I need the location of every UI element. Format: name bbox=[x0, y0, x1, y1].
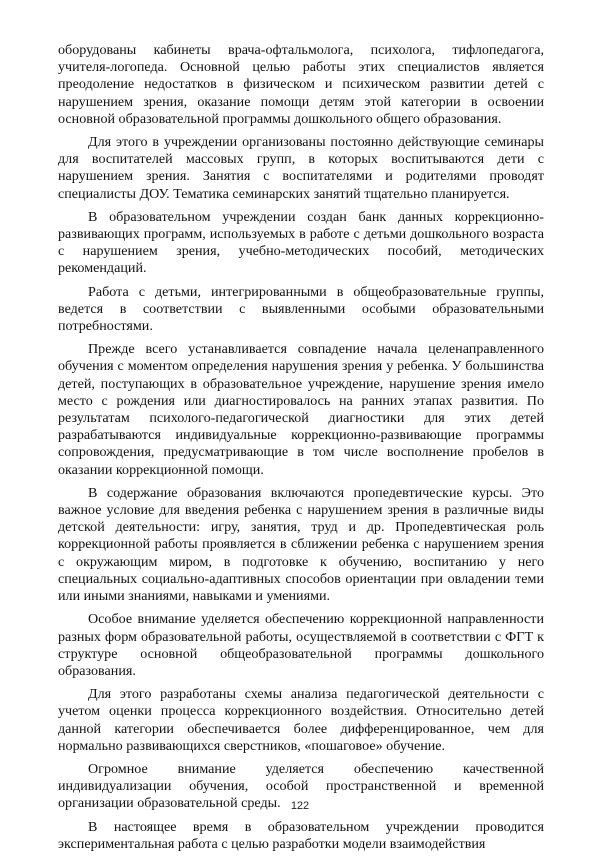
paragraph-3: В образовательном учреждении создан банк данных коррекционно-развивающих программ, используемых в работе с детьми дошкольного возраста с нарушением зрения, учебно-методических пособий, методических рекомендаций. bbox=[58, 208, 544, 277]
paragraph-10: В настоящее время в образовательном учреждении проводится экспериментальная работа с целью разработки модели взаимодействия bbox=[58, 818, 544, 852]
paragraph-6: В содержание образования включаются пропедевтические курсы. Это важное условие для введения ребенка с нарушением зрения в различные виды детской деятельности: игру, занятия, труд и др. Пропедевтическая роль коррекционной работы проявляется в сближении ребенка с нарушением зрения с окружающим миром, в подготовке к обучению, воспитанию у него специальных социально-адаптивных способов ориентации при овладении теми или иными знаниями, навыками и умениями. bbox=[58, 484, 544, 605]
page-number: 122 bbox=[290, 800, 310, 812]
paragraph-9: Огромное внимание уделяется обеспечению качественной индивидуализации обучения, особой пространственной и временной организации образовательной среды. bbox=[58, 760, 544, 812]
paragraph-8: Для этого разработаны схемы анализа педагогической деятельности с учетом оценки процесса коррекционного воздействия. Относительно детей данной категории обеспечивается более дифференцированное, чем для нормально развивающихся сверстников, «пошаговое» обучение. bbox=[58, 686, 544, 754]
paragraph-5: Прежде всего устанавливается совпадение начала целенаправленного обучения с моментом определения нарушения зрения у ребенка. У большинства детей, поступающих в образовательное учреждение, нарушение зрения имело место с рождения или диагностировалось на ранних этапах развития. По результатам психолого-педагогической диагностики для этих детей разрабатываются индивидуальные коррекционно-развивающие программы сопровождения, предусматривающие в том числе восполнение пробелов в оказании коррекционной помощи. bbox=[58, 341, 544, 478]
body-text bbox=[58, 42, 544, 859]
paragraph-1: оборудованы кабинеты врача-офтальмолога, психолога, тифлопедагога, учителя-логопеда. Основной целью работы этих специалистов является преодоление недостатков в физическом и психическом развитии детей с нарушением зрения, оказание помощи детям этой категории в освоении основной образовательной программы дошкольного общего образования. bbox=[58, 42, 544, 127]
paragraph-4: Работа с детьми, интегрированными в общеобразовательные группы, ведется в соответствии с выявленными особыми образовательными потребностями. bbox=[58, 283, 544, 335]
paragraph-2: Для этого в учреждении организованы постоянно действующие семинары для воспитателей массовых групп, в которых воспитываются дети с нарушением зрения. Занятия с воспитателями и родителями проводят специалисты ДОУ. Тематика семинарских занятий тщательно планируется. bbox=[58, 134, 544, 202]
paragraph-7: Особое внимание уделяется обеспечению коррекционной направленности разных форм образовательной работы, осуществляемой в соответствии с ФГТ к структуре основной общеобразовательной программы дошкольного образования. bbox=[58, 611, 544, 679]
